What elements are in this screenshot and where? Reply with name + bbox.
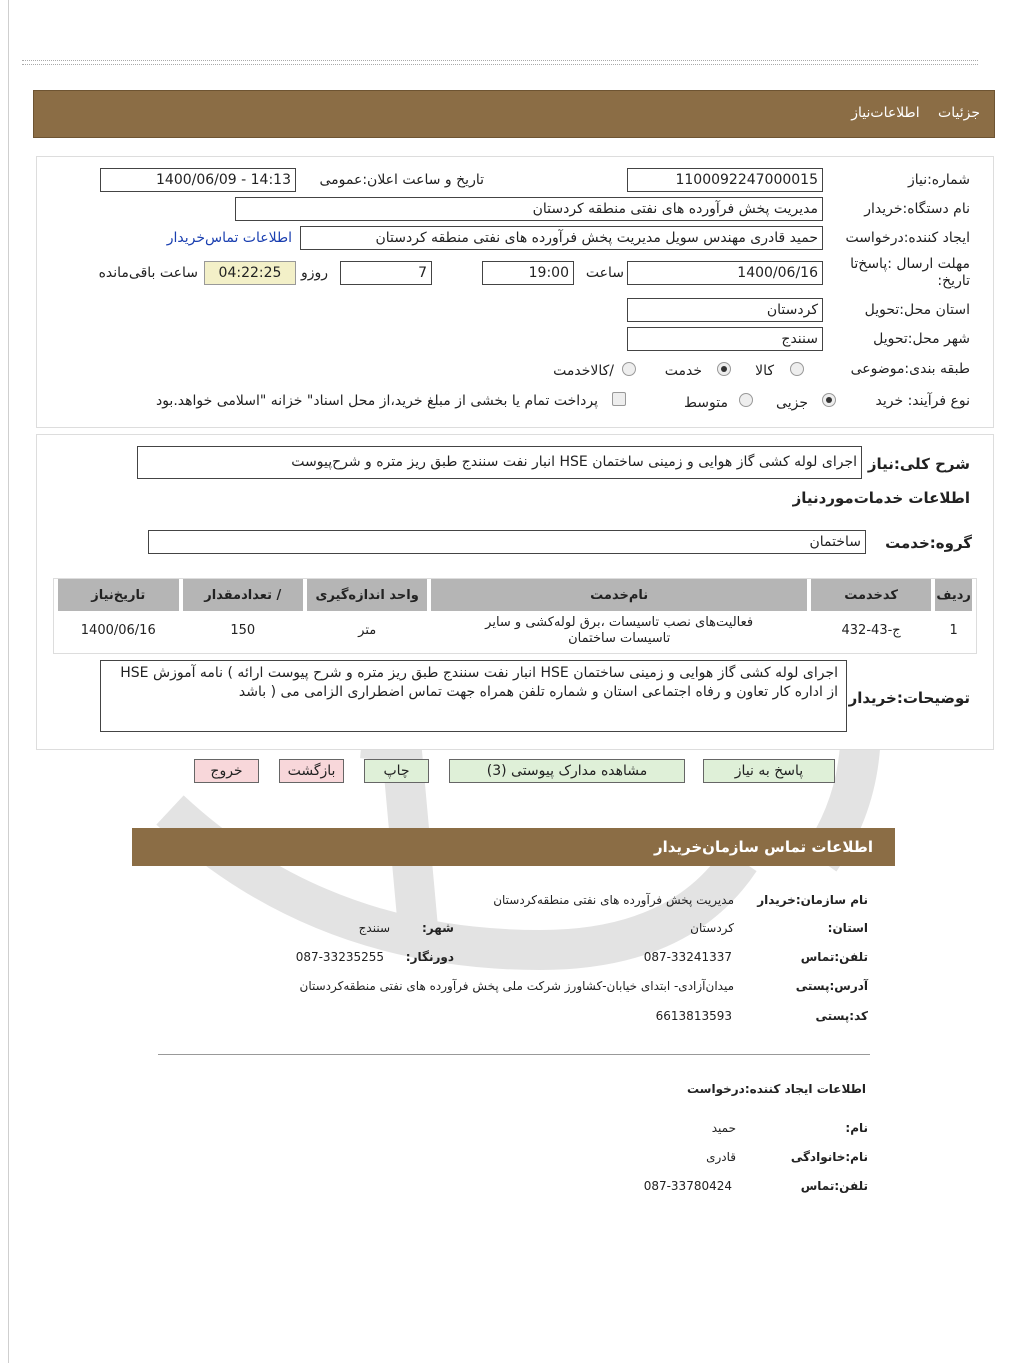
- buyer-contact-header: [132, 828, 895, 866]
- service-group-label: گروه:خدمت: [885, 534, 972, 552]
- top-divider: [22, 60, 978, 65]
- buyer-notes-field: اجرای لوله کشی گاز هوایی و زمینی ساختمان HSE انبار نفت سنندج طبق ریز متره و شرح پیوست ارائه ) نامه آموزش HSE از اداره کار تعاون و رفاه اجتماعی استان و شماره تلفن همراه جهت تماس اضطراری الزامی می ( باشد: [100, 660, 847, 732]
- org-name-label: نام سازمان:خریدار: [757, 893, 868, 907]
- process-radio-medium[interactable]: [739, 393, 753, 407]
- creator-phone-value: 087-33780424: [643, 1179, 732, 1193]
- creator-name-label: نام:: [845, 1121, 868, 1135]
- requester-label: ایجاد کننده:درخواست: [845, 230, 970, 246]
- services-table: [54, 579, 976, 651]
- category-goods-service-label: /کالاخدمت: [553, 363, 614, 379]
- buyer-org-label: نام دستگاه:خریدار: [864, 201, 970, 217]
- category-radio-goods[interactable]: [790, 362, 804, 376]
- contact-address-value: میدان‌آزادی- ابتدای خیابان-کشاورز شرکت ملی پخش فرآورده های نفتی منطقه‌کردستان: [299, 979, 734, 993]
- delivery-city-label: شهر محل:تحویل: [873, 331, 970, 347]
- contact-fax-value: 087-33235255: [295, 950, 384, 964]
- requester-field: حمید قادری مهندس سویل مدیریت پخش فرآورده های نفتی منطقه کردستان: [300, 226, 823, 250]
- process-radio-minor[interactable]: [822, 393, 836, 407]
- contact-phone-label: تلفن:تماس: [800, 950, 868, 964]
- reply-button[interactable]: پاسخ به نیاز: [703, 759, 835, 783]
- cell-code: ج-43-432: [841, 623, 901, 638]
- days-remaining-field: 7: [340, 261, 432, 285]
- contact-fax-label: دورنگار:: [405, 950, 454, 964]
- category-radio-service[interactable]: [717, 362, 731, 376]
- contact-divider: [158, 1054, 870, 1055]
- col-date: تاریخ‌نیاز: [58, 579, 179, 611]
- cell-date: 1400/06/16: [80, 623, 156, 638]
- print-button[interactable]: چاپ: [364, 759, 429, 783]
- creator-name-value: حمید: [711, 1121, 736, 1135]
- need-number-field: 1100092247000015: [627, 168, 823, 192]
- summary-field: اجرای لوله کشی گاز هوایی و زمینی ساختمان HSE انبار نفت سنندج طبق ریز متره و شرح‌پیوست: [137, 446, 862, 479]
- buyer-org-field: مدیریت پخش فرآورده های نفتی منطقه کردستان: [235, 197, 823, 221]
- category-label: طبقه بندی:موضوعی: [850, 361, 970, 377]
- contact-address-label: آدرس:پستی: [795, 979, 868, 993]
- contact-postal-label: کد:پستی: [815, 1009, 868, 1023]
- top-tab-bar: [33, 90, 995, 138]
- table-header-row: [58, 579, 972, 611]
- category-radio-goods-service[interactable]: [622, 362, 636, 376]
- treasury-payment-checkbox[interactable]: [612, 392, 626, 406]
- back-button[interactable]: بازگشت: [279, 759, 344, 783]
- days-label: روزو: [300, 265, 328, 281]
- tab-details[interactable]: جزئیات: [938, 105, 980, 121]
- category-goods-label: کالا: [755, 363, 774, 379]
- delivery-province-field: کردستان: [627, 298, 823, 322]
- process-medium-label: متوسط: [684, 395, 728, 411]
- cell-row: 1: [949, 623, 958, 638]
- service-group-field: ساختمان: [148, 530, 866, 554]
- contact-province-label: استان:: [827, 921, 868, 935]
- creator-info-title: اطلاعات ایجاد کننده:درخواست: [686, 1082, 866, 1096]
- delivery-city-field: سنندج: [627, 327, 823, 351]
- org-name-value: مدیریت پخش فرآورده های نفتی منطقه‌کردستان: [493, 893, 734, 907]
- category-service-label: خدمت: [664, 363, 702, 379]
- cell-unit: متر: [358, 623, 377, 638]
- tab-need-info[interactable]: اطلاعات‌نیاز: [851, 105, 920, 121]
- view-attachments-button[interactable]: مشاهده مدارک پیوستی (3): [449, 759, 685, 783]
- creator-phone-label: تلفن:تماس: [800, 1179, 868, 1193]
- creator-family-value: قادری: [706, 1150, 736, 1164]
- col-code: کدخدمت: [811, 579, 931, 611]
- col-name: نام‌خدمت: [431, 579, 806, 611]
- services-table-wrap: [53, 578, 977, 654]
- process-type-label: نوع فرآیند: خرید: [875, 393, 970, 409]
- contact-phone-value: 087-33241337: [643, 950, 732, 964]
- buyer-notes-label: توضیحات:خریدار: [848, 689, 970, 707]
- remaining-time-label: ساعت باقی‌مانده: [98, 265, 198, 281]
- left-border-line: [8, 0, 9, 1363]
- services-title: اطلاعات خدمات‌موردنیاز: [792, 489, 970, 507]
- col-qty: / تعدادمقدار: [183, 579, 303, 611]
- process-minor-label: جزیی: [776, 395, 808, 411]
- contact-postal-value: 6613813593: [655, 1009, 732, 1023]
- delivery-province-label: استان محل:تحویل: [864, 302, 970, 318]
- announce-date-label: تاریخ و ساعت اعلان:عمومی: [319, 172, 484, 188]
- contact-city-value: سنندج: [358, 921, 390, 935]
- deadline-time-field: 19:00: [482, 261, 574, 285]
- creator-family-label: نام:خانوادگی: [790, 1150, 868, 1164]
- col-unit: واحد اندازه‌گیری: [307, 579, 427, 611]
- deadline-label: مهلت ارسال :پاسخ‌تا تاریخ:: [850, 256, 970, 289]
- col-row: ردیف: [935, 579, 972, 611]
- remaining-time-field: 04:22:25: [204, 261, 296, 285]
- summary-label: شرح کلی:نیاز: [867, 455, 970, 473]
- deadline-time-label: ساعت: [585, 265, 624, 281]
- table-row: [58, 611, 972, 651]
- need-number-label: شماره:نیاز: [907, 172, 970, 188]
- exit-button[interactable]: خروج: [194, 759, 259, 783]
- deadline-date-field: 1400/06/16: [627, 261, 823, 285]
- cell-name: فعالیت‌های نصب تاسیسات ،برق لوله‌کشی و سایر تاسیسات ساختمان: [485, 615, 754, 646]
- treasury-payment-text: پرداخت تمام یا بخشی از مبلغ خرید،از محل اسناد" خزانه "اسلامی خواهد.بود: [155, 393, 598, 409]
- contact-city-label: شهر:: [422, 921, 454, 935]
- announce-date-field: 1400/06/09 - 14:13: [100, 168, 296, 192]
- cell-qty: 150: [230, 623, 256, 638]
- contact-province-value: کردستان: [690, 921, 734, 935]
- buyer-contact-link[interactable]: اطلاعات تماس‌خریدار: [166, 230, 292, 246]
- buyer-contact-title: اطلاعات تماس سازمان‌خریدار: [653, 838, 873, 856]
